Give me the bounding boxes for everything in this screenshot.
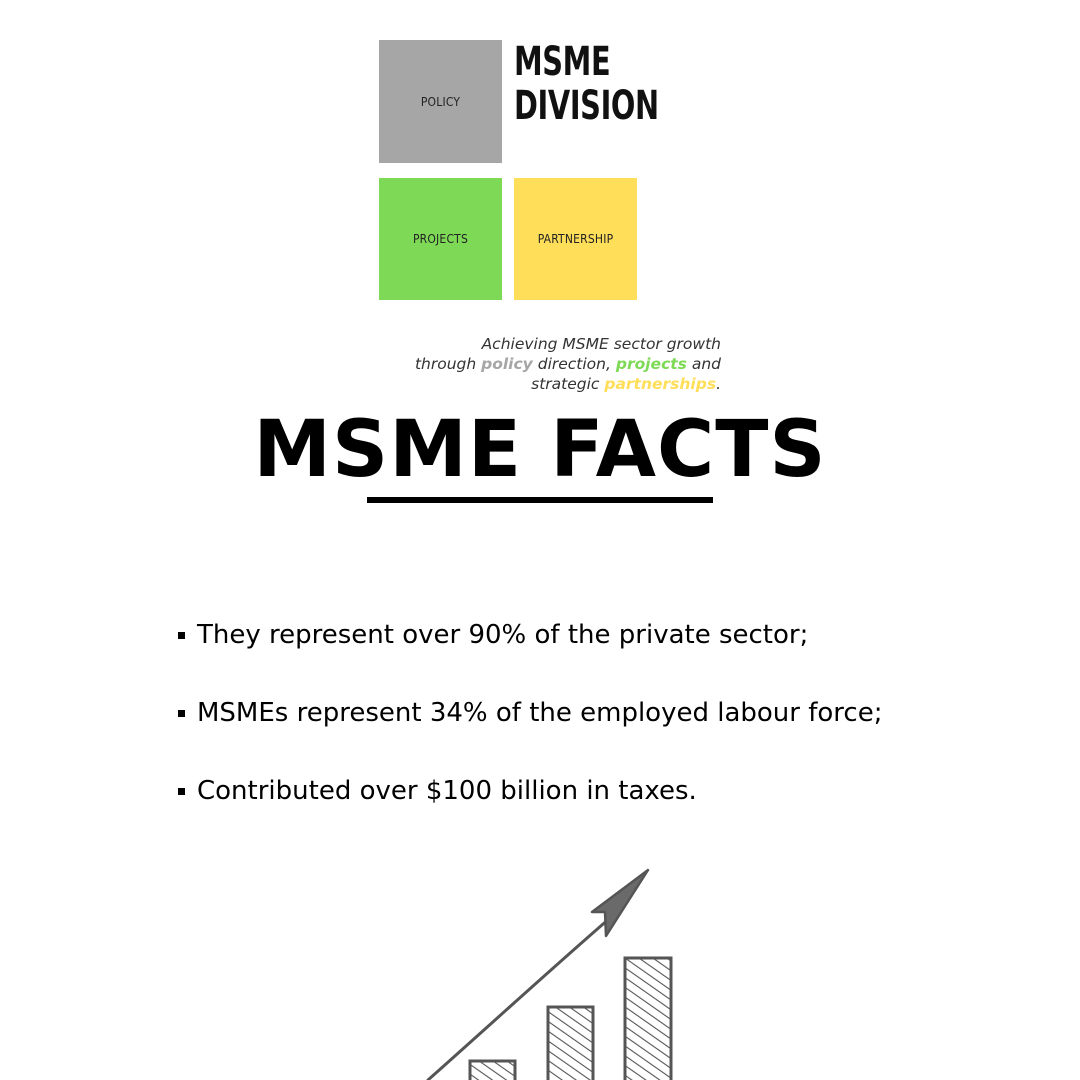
fact-text: Contributed over $100 billion in taxes.	[197, 776, 697, 806]
tagline-partnerships-word: partnerships	[604, 375, 717, 393]
sketch-bar-2	[548, 1007, 593, 1080]
logo-projects-label: PROJECTS	[412, 232, 469, 246]
logo-partnership-label: PARTNERSHIP	[537, 232, 614, 246]
logo-division-title	[514, 40, 659, 128]
logo-policy-box	[379, 40, 502, 163]
tagline-line1: Achieving MSME sector growth	[481, 335, 721, 353]
tagline-policy-word: policy	[481, 355, 533, 373]
tagline-projects-word: projects	[615, 355, 687, 373]
bullet-icon	[178, 710, 185, 717]
facts-list	[178, 612, 882, 846]
tagline-line2: through policy direction, projects and	[414, 355, 721, 373]
bullet-icon	[178, 788, 185, 795]
logo-policy-label: POLICY	[420, 94, 461, 109]
logo-partnership-box	[514, 178, 637, 300]
fact-item	[178, 768, 882, 814]
bullet-icon	[178, 632, 185, 639]
sketch-bar-1	[470, 1061, 515, 1080]
sketch-bar-3	[625, 958, 671, 1080]
fact-text: They represent over 90% of the private sector;	[197, 620, 809, 650]
tagline-line3: strategic partnerships.	[531, 375, 721, 393]
logo-projects-box	[379, 178, 502, 300]
title-underline	[367, 497, 713, 503]
page-title: MSME FACTS	[253, 405, 827, 495]
logo-title-line2: DIVISION	[514, 83, 659, 129]
fact-text: MSMEs represent 34% of the employed labour force;	[197, 698, 883, 728]
logo-title-line1: MSME	[514, 39, 611, 85]
fact-item	[178, 690, 882, 736]
growth-chart-icon	[400, 850, 700, 1080]
fact-item	[178, 612, 882, 658]
tagline	[415, 334, 721, 394]
